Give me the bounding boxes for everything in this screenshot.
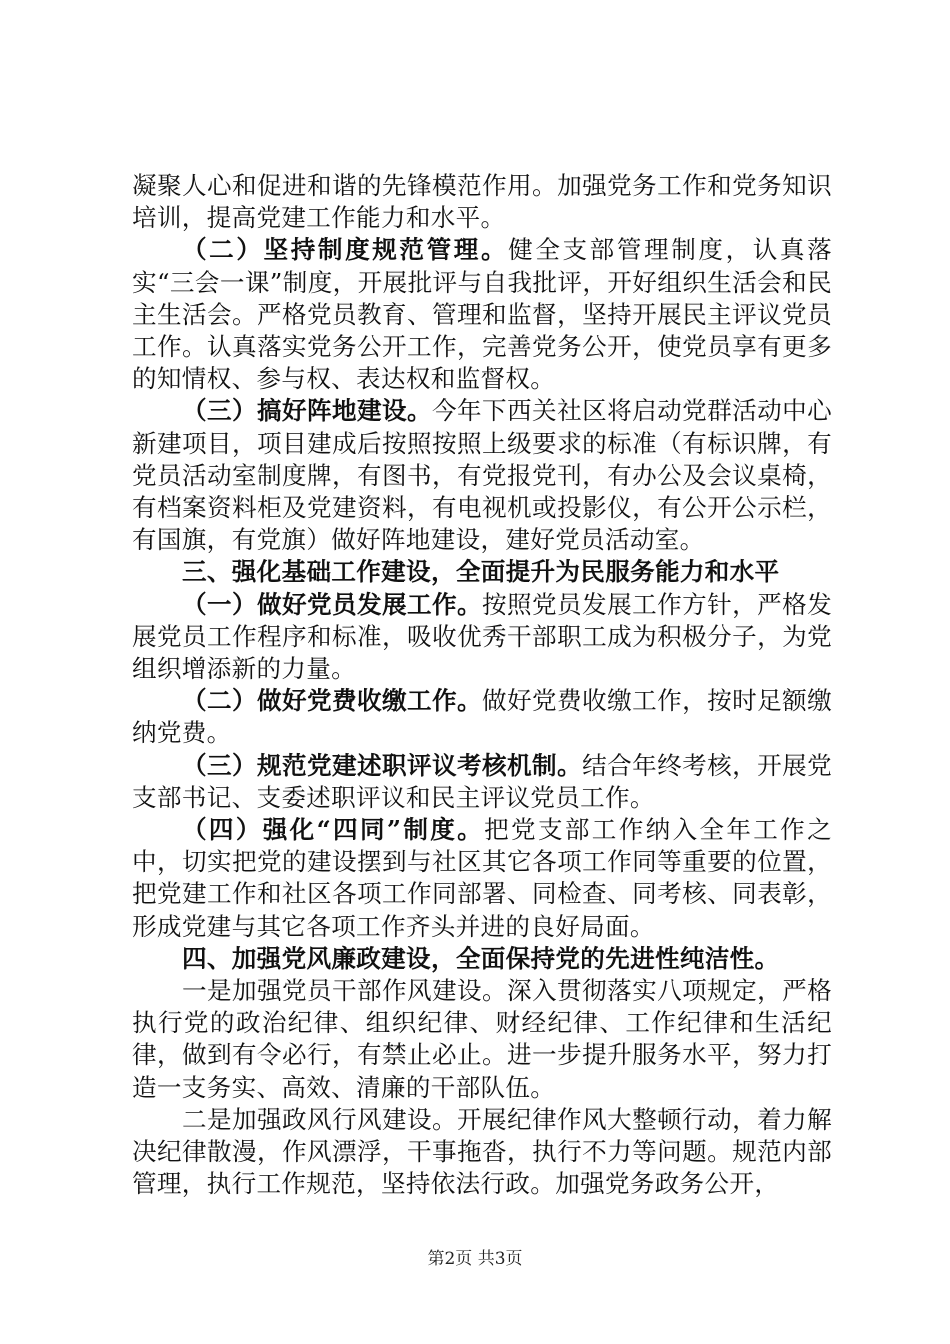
paragraph-11-text: 二是加强政风行风建设。开展纪律作风大整顿行动，着力解决纪律散漫，作风漂浮，干事拖沓，执行不力等问题。规范内部管理，执行工作规范，坚持依法行政。加强党务政务公开， [132,1104,832,1199]
document-body [132,170,832,1201]
paragraph-7 [132,750,832,814]
paragraph-5-heading: （一）做好党员发展工作。 [182,589,483,619]
paragraph-2-heading: （二）坚持制度规范管理。 [182,235,509,265]
paragraph-7-heading: （三）规范党建述职评议考核机制。 [182,750,583,780]
paragraph-2-text: 健全支部管理制度，认真落实“三会一课”制度，开展批评与自我批评，开好组织生活会和民主生活会。严格党员教育、管理和监督，坚持开展民主评议党员工作。认真落实党务公开工作，完善党务公开，使党员享有更多的知情权、参与权、表达权和监督权。 [132,235,832,394]
section-heading-3-text: 三、强化基础工作建设，全面提升为民服务能力和水平 [182,557,780,587]
paragraph-10-text: 一是加强党员干部作风建设。深入贯彻落实八项规定，严格执行党的政治纪律、组织纪律、财经纪律、工作纪律和生活纪律，做到有令必行，有禁止必止。进一步提升服务水平，努力打造一支务实、高效、清廉的干部队伍。 [132,976,832,1102]
paragraph-2 [132,234,832,395]
paragraph-8-text: 把党支部工作纳入全年工作之中，切实把党的建设摆到与社区其它各项工作同等重要的位置，把党建工作和社区各项工作同部署、同检查、同考核、同表彰，形成党建与其它各项工作齐头并进的良好局面。 [132,815,832,941]
paragraph-1-text: 凝聚人心和促进和谐的先锋模范作用。加强党务工作和党务知识培训，提高党建工作能力和水平。 [132,171,832,233]
paragraph-3 [132,395,832,556]
paragraph-8-heading: （四）强化“四同”制度。 [182,815,485,845]
paragraph-6 [132,685,832,749]
paragraph-3-heading: （三）搞好阵地建设。 [182,396,433,426]
paragraph-10 [132,975,832,1104]
paragraph-11 [132,1104,832,1201]
page-footer: 第2页 共3页 [427,1249,523,1269]
paragraph-5 [132,589,832,686]
paragraph-7-text: 结合年终考核，开展党支部书记、支委述职评议和民主评议党员工作。 [132,750,832,812]
section-heading-3 [132,556,832,588]
paragraph-6-text: 做好党费收缴工作，按时足额缴纳党费。 [132,686,832,748]
paragraph-8 [132,814,832,943]
paragraph-1 [132,170,832,234]
paragraph-5-text: 按照党员发展工作方针，严格发展党员工作程序和标准，吸收优秀干部职工成为积极分子，为党组织增添新的力量。 [132,589,832,684]
paragraph-6-heading: （二）做好党费收缴工作。 [182,686,483,716]
paragraph-3-text: 今年下西关社区将启动党群活动中心新建项目，项目建成后按照按照上级要求的标准（有标识牌，有党员活动室制度牌，有图书，有党报党刊，有办公及会议桌椅，有档案资料柜及党建资料，有电视机或投影仪，有公开公示栏，有国旗，有党旗）做好阵地建设，建好党员活动室。 [132,396,832,555]
section-heading-4-text: 四、加强党风廉政建设，全面保持党的先进性纯洁性。 [182,943,780,973]
section-heading-4 [132,943,832,975]
